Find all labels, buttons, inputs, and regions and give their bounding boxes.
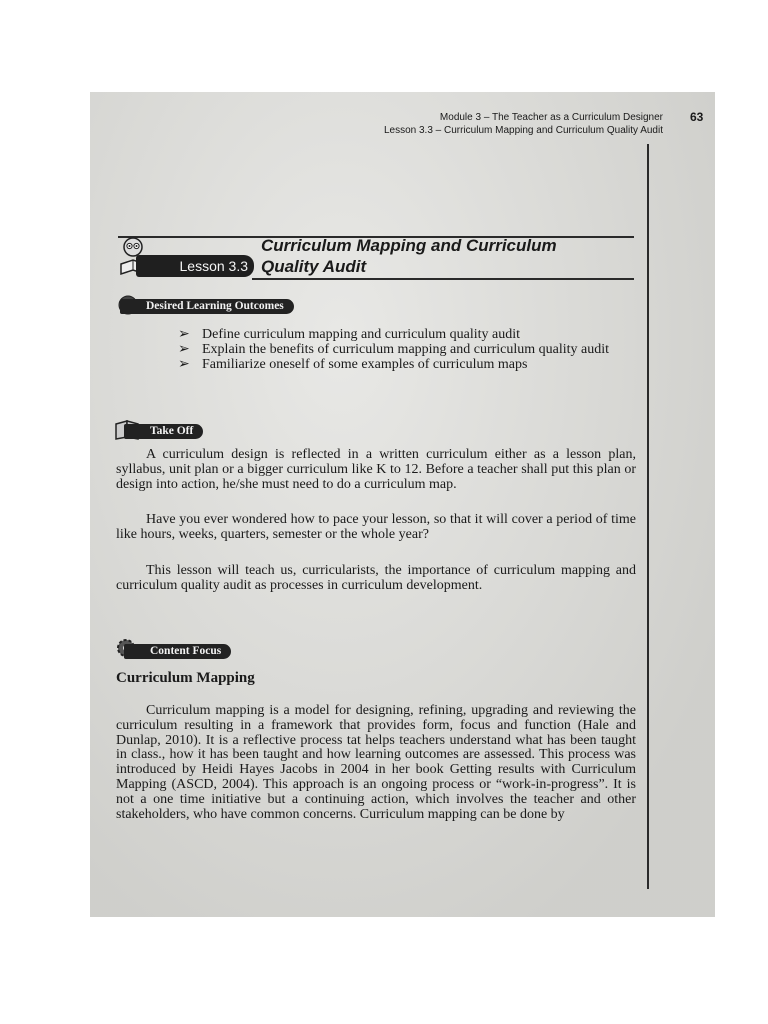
outcome-item: ➢ Familiarize oneself of some examples of curriculum maps — [178, 357, 528, 372]
running-header-module: Module 3 – The Teacher as a Curriculum Designer — [439, 112, 663, 123]
book-page — [90, 92, 715, 917]
lesson-title-line1: Curriculum Mapping and Curriculum — [261, 236, 557, 255]
arrow-bullet-icon: ➢ — [178, 327, 190, 342]
page-number: 63 — [690, 110, 704, 124]
running-header-lesson: Lesson 3.3 – Curriculum Mapping and Curriculum Quality Audit — [383, 125, 663, 136]
arrow-bullet-icon: ➢ — [178, 342, 190, 357]
section-desired-learning-outcomes: Desired Learning Outcomes — [120, 299, 294, 314]
lesson-badge: Lesson 3.3 — [136, 255, 254, 277]
content-paragraph-1: Curriculum mapping is a model for designing, refining, upgrading and reviewing the curriculum resulting in a framework that provides form, focus and function (Hale and Dunlap, 2010). It is a reflective process tat helps teachers understand what has been taught in class., how it has been taught and how learning outcomes are assessed. This process was introduced by Heidi Hayes Jacobs in 2004 in her book Getting results with Curriculum Mapping (ASCD, 2004). This approach is an ongoing process or “work-in-progress”. It is not a one time initiative but a continuing action, which involves the teacher and other stakeholders, who have common concerns. Curriculum mapping can be done by — [116, 703, 636, 822]
outcome-item: ➢ Define curriculum mapping and curriculum quality audit — [178, 327, 521, 342]
banner-bottom-rule — [252, 278, 634, 280]
takeoff-paragraph-1: A curriculum design is reflected in a written curriculum either as a lesson plan, syllabus, unit plan or a bigger curriculum like K to 12. Before a teacher shall put this plan or design into action, he/she must need to do a curriculum map. — [116, 447, 636, 492]
margin-rule — [647, 144, 649, 889]
outcomes-list — [178, 327, 648, 372]
section-content-focus: Content Focus — [124, 644, 231, 659]
takeoff-paragraph-3: This lesson will teach us, curricularists, the importance of curriculum mapping and curriculum quality audit as processes in curriculum development. — [116, 563, 636, 593]
takeoff-paragraph-2: Have you ever wondered how to pace your lesson, so that it will cover a period of time like hours, weeks, quarters, semester or the whole year? — [116, 512, 636, 542]
lesson-title-line2: Quality Audit — [261, 257, 367, 276]
arrow-bullet-icon: ➢ — [178, 357, 190, 372]
subheading-curriculum-mapping: Curriculum Mapping — [116, 670, 255, 686]
lesson-title — [261, 235, 557, 277]
outcome-item: ➢ Explain the benefits of curriculum mapping and curriculum quality audit — [178, 342, 610, 357]
section-take-off: Take Off — [124, 424, 203, 439]
